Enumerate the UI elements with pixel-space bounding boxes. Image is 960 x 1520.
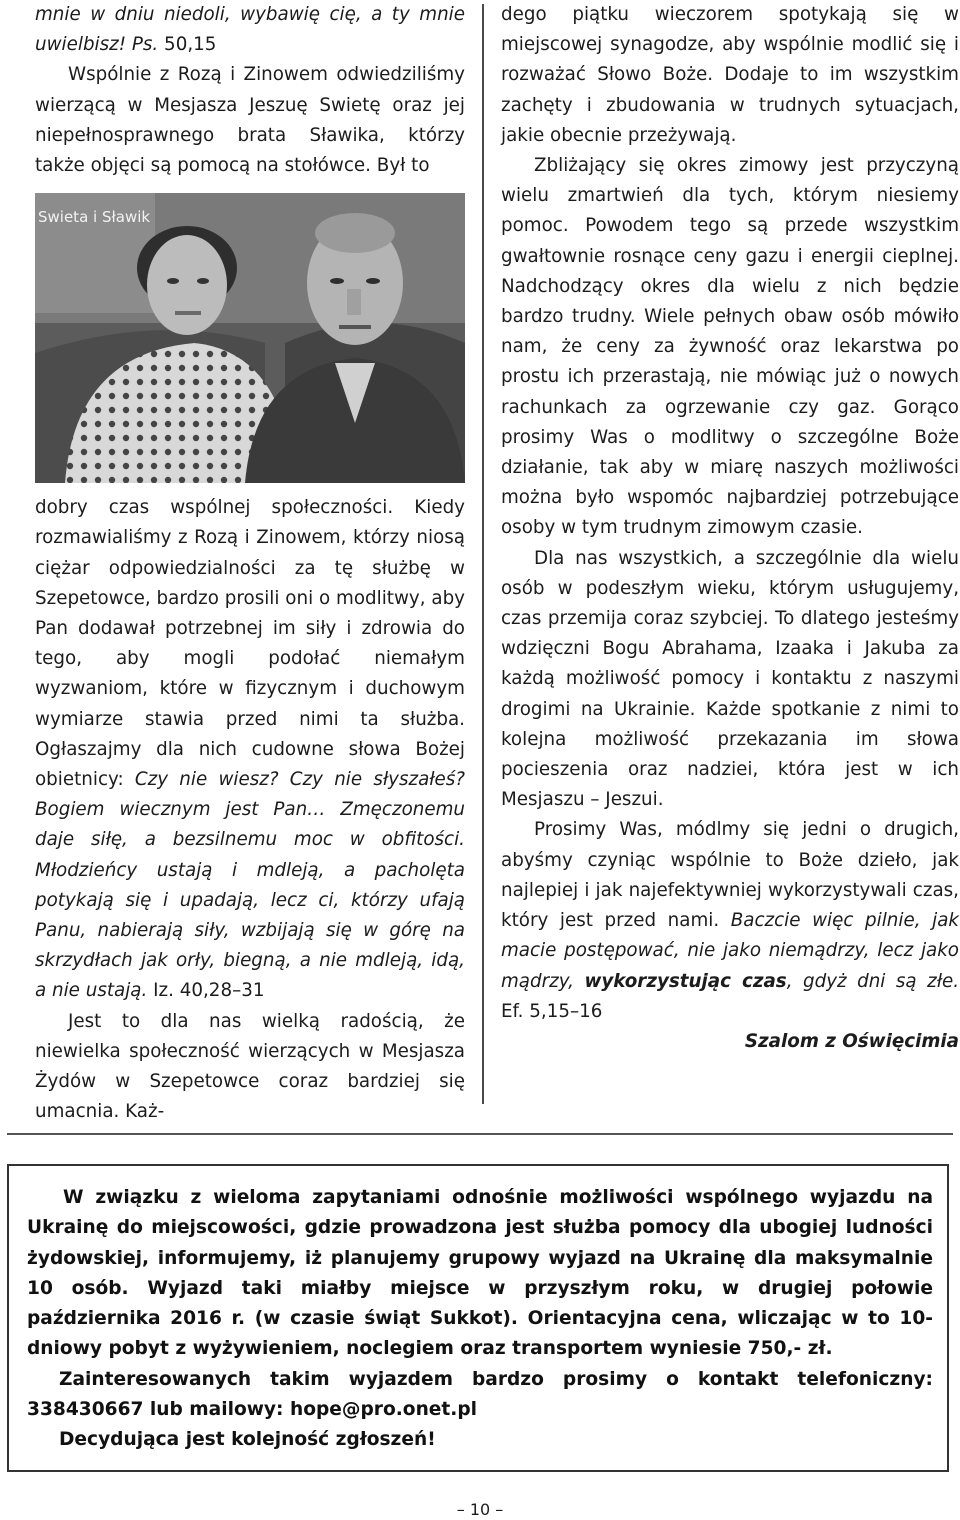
right-paragraph-4 — [501, 815, 959, 1026]
psalm-reference: 50,15 — [158, 34, 217, 56]
column-divider — [482, 4, 484, 1104]
left-paragraph-1 — [35, 0, 465, 60]
left-paragraph-2b-text: dobry czas wspólnej społeczności. Kiedy rozmawialiśmy z Rozą i Zinowem, którzy niosą ciężar odpowiedzialności za tę służbę w Szepetowce, bardzo prosili oni o modlitwy, aby Pan dodawał potrzebnej im siły i zdrowia do tego, aby mogli podołać niemałym wyzwaniom, które w fizycznym i duchowym wymiarze stawia przed nimi ta służba. Ogłaszajmy dla nich cudowne słowa Bożej obietnicy: — [35, 497, 465, 791]
notice-paragraph-2: Zainteresowanych takim wyjazdem bardzo prosimy o kontakt telefoniczny: 338430667 lub mailowy: hope@pro.onet.pl — [27, 1368, 933, 1421]
right-paragraph-3: Dla nas wszystkich, a szczególnie dla wielu osób w podeszłym wieku, którym usługujemy, czas przemija coraz szybciej. To dlatego jesteśmy wdzięczni Bogu Abrahama, Izaaka i Jakuba za każdą możliwość pomocy i kontaktu z naszymi drogimi na Ukrainie. Każde spotkanie z nimi to kolejna możliwość przekazania im słowa pocieszenia oraz nadziei, która jest w ich Mesjaszu – Jeszui. — [501, 547, 959, 811]
right-paragraph-1: dego piątku wieczorem spotykają się w miejscowej synagodze, aby wspólnie modlić się i rozważać Słowo Boże. Dodaje to im wszystkim zachęty i zbudowania w trudnych sytuacjach, jakie obecnie przeżywają. — [501, 4, 959, 146]
left-paragraph-2a: Wspólnie z Rozą i Zinowem odwiedziliśmy wierzącą w Mesjasza Jeszuę Swietę oraz jej niepełnosprawnego brata Sławika, którzy także objęci są pomocą na stołówce. Był to — [35, 64, 465, 177]
ephesians-quote-b: , gdyż dni są złe. — [786, 970, 960, 992]
photo-image — [35, 193, 465, 483]
signature: Szalom z Oświęcimia — [744, 1030, 959, 1052]
notice-paragraph-3: Decydująca jest kolejność zgłoszeń! — [59, 1429, 436, 1451]
left-paragraph-3: Jest to dla nas wielką radością, że niewielka społeczność wierzących w Mesjasza Żydów w Szepetowce coraz bardziej się umacnia. Każ- — [35, 1010, 465, 1123]
photo-swieta-slawik — [35, 193, 465, 483]
isaiah-reference: Iz. 40,28–31 — [147, 980, 265, 1002]
ephesians-quote-bold: wykorzystując czas — [584, 970, 787, 992]
notice-box — [7, 1164, 949, 1472]
ephesians-quote-a: Baczcie więc pilnie, jak macie postępować, nie jako niemądrzy, lecz jako mądrzy, — [501, 910, 959, 992]
isaiah-quote: Czy nie wiesz? Czy nie słyszałeś? Bogiem wiecznym jest Pan… Zmęczonemu daje siłę, a bezsilnemu moc w obfitości. Młodzieńcy ustają i mdleją, a pacholęta potykają się i upadają, lecz ci, którzy ufają Panu, nabierają siły, wzbijają się w górę na skrzydłach jak orły, biegną, a nie mdleją, idą, a nie ustają. — [35, 769, 465, 1002]
left-paragraph-2b — [35, 493, 465, 1006]
photo-caption: Swieta i Sławik — [38, 208, 151, 227]
left-column — [35, 0, 465, 1127]
page-number: – 10 – — [456, 1500, 504, 1519]
right-paragraph-4-text: Prosimy Was, módlmy się jedni o drugich, abyśmy czyniąc wspólnie to Boże dzieło, jak najlepiej i jak najefektywniej wykorzystywali czas, który jest przed nami. — [501, 819, 959, 932]
right-column — [501, 0, 959, 1057]
psalm-quote: mnie w dniu niedoli, wybawię cię, a ty mnie uwielbisz! Ps. — [35, 4, 465, 56]
right-paragraph-2: Zbliżający się okres zimowy jest przyczyną wielu zmartwień dla tych, którym niesiemy pomoc. Powodem tego są przede wszystkim gwałtownie rosnące ceny gazu i energii cieplnej. Nadchodzący okres dla wielu z nich będzie bardzo trudny. Wiele pełnych obaw osób mówiło nam, że ceny za żywność oraz lekarstwa po prostu ich przerastają, nie mówiąc już o nowych rachunkach za ogrzewanie czy gaz. Gorąco prosimy Was o modlitwy o szczególne Boże działanie, tak aby w miarę naszych możliwości można było wspomóc najbardziej potrzebujące osoby w tym trudnym zimowym czasie. — [501, 155, 959, 539]
horizontal-rule — [7, 1133, 953, 1135]
ephesians-reference: Ef. 5,15–16 — [501, 1000, 603, 1022]
notice-paragraph-1: W związku z wieloma zapytaniami odnośnie możliwości wspólnego wyjazdu na Ukrainę do miejscowości, gdzie prowadzona jest służba pomocy dla ubogiej ludności żydowskiej, informujemy, iż planujemy grupowy wyjazd na Ukrainę dla maksymalnie 10 osób. Wyjazd taki miałby miejsce w przyszłym roku, w drugiej połowie października 2016 r. (w czasie świąt Sukkot). Orientacyjna cena, wliczając w to 10-dniowy pobyt z wyżywieniem, noclegiem oraz transportem wyniesie 750,- zł. — [27, 1187, 933, 1360]
